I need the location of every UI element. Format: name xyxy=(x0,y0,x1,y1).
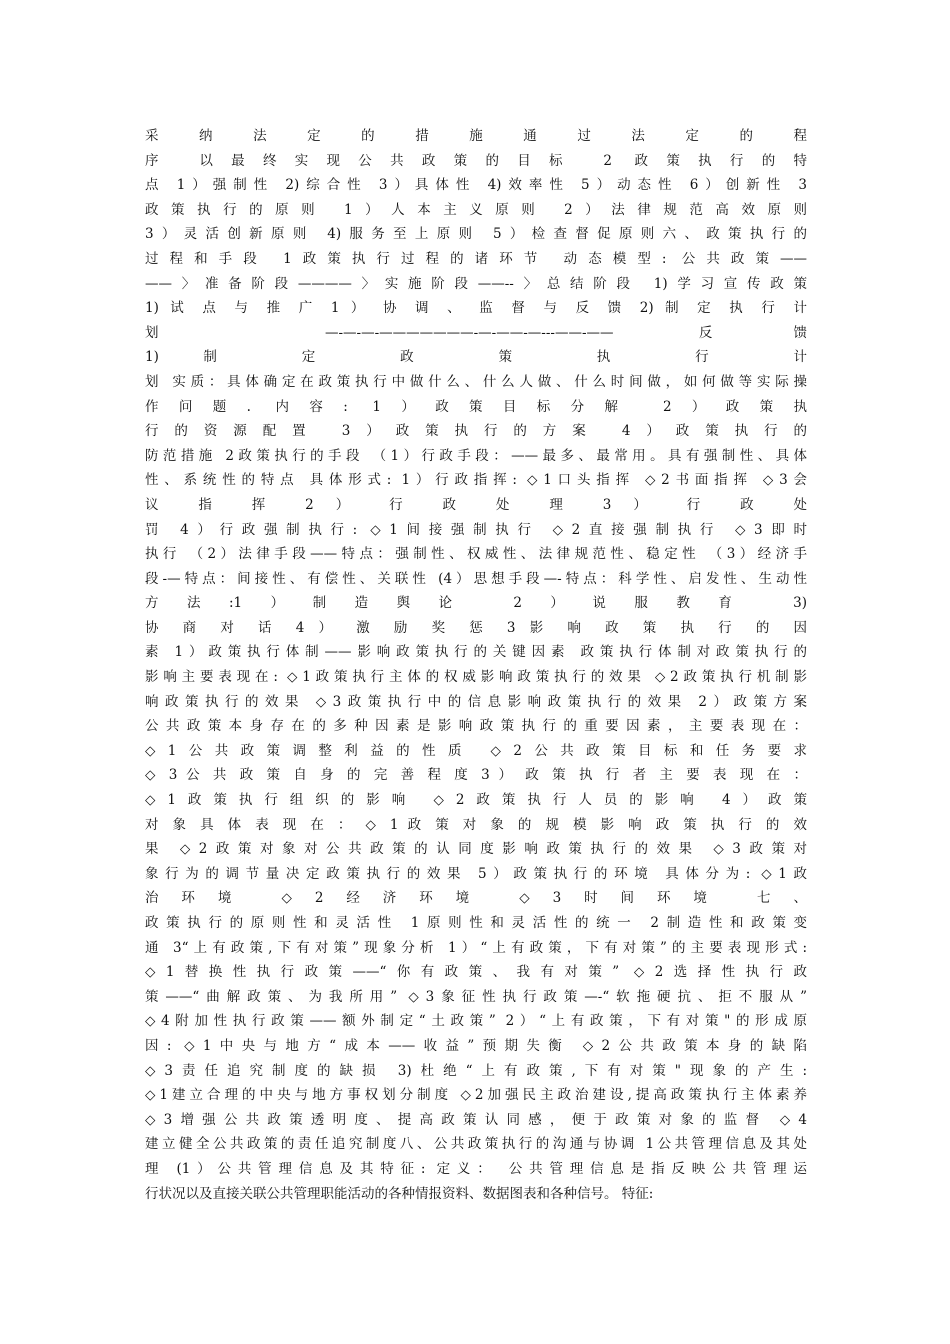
text-line: ◇1政策执行组织的影响 ◇2政策执行人员的影响 4）政策 xyxy=(145,792,807,809)
text-line: ◇1公共政策调整利益的性质 ◇2公共政策目标和任务要求 xyxy=(145,742,807,759)
text-line: 影响主要表现在: ◇1政策执行主体的权威影响政策执行的效果 ◇2政策执行机制影 xyxy=(145,669,807,686)
text-line: 通 3“上有政策,下有对策”现象分析 1）“上有政策，下有对策”的主要表现形式: xyxy=(145,939,807,956)
document-body-text xyxy=(145,124,807,1206)
text-line: 治环境 ◇2经济环境 ◇3时间环境 七、 xyxy=(145,890,807,907)
text-line: 执行 （2）法律手段——特点：强制性、权威性、法律规范性、稳定性 （3）经济手 xyxy=(145,546,807,563)
text-line: 协 商 对 话 4 ） 激 励 奖 惩 3 影 响 政 策 执 行 的 因 xyxy=(145,619,807,636)
text-line: 素 1）政策执行体制——影响政策执行的关键因素 政策执行体制对政策执行的 xyxy=(145,644,807,661)
text-line: ◇3增强公共政策透明度、提高政策认同感，便于政策对象的监督 ◇4 xyxy=(145,1111,807,1128)
text-line: 罚 4）行政强制执行: ◇1间接强制执行 ◇2直接强制执行 ◇3即时 xyxy=(145,521,807,538)
text-line: 序 以最终实现公共政策的目标 2 政策执行的特 xyxy=(145,152,807,169)
text-line: 性、系统性的特点 具体形式: 1）行政指挥: ◇1口头指挥 ◇2书面指挥 ◇3会 xyxy=(145,472,807,489)
text-line: 3）灵活创新原则 4)服务至上原则 5）检查督促原则六、政策执行的 xyxy=(145,226,807,243)
text-line: 象行为的调节量决定政策执行的效果 5）政策执行的环境 具体分为: ◇1政 xyxy=(145,865,807,882)
text-line: 行的资源配置 3）政策执行的方案 4）政策执行的 xyxy=(145,423,807,440)
text-line: 1) 制 定 政 策 执 行 计 xyxy=(145,349,807,366)
text-line: 政策执行的原则性和灵活性 1原则性和灵活性的统一 2制造性和政策变 xyxy=(145,915,807,931)
text-line: 方法:1）制造舆论 2）说服教育 3) xyxy=(145,595,807,612)
text-line: ◇3责任追究制度的缺损 3)杜绝“上有政策,下有对策"现象的产生: xyxy=(145,1062,807,1079)
text-line: 作问题. 内容: 1）政策目标分解 2）政策执 xyxy=(145,398,807,415)
text-line: ◇ 3 公 共 政 策 自 身 的 完 善 程 度 3 ） 政 策 执 行 者 主 要 表 现 在 ： xyxy=(145,767,807,784)
text-line: 过程和手段 1政策执行过程的诸环节 动态模型: 公共政策—— xyxy=(145,250,807,267)
text-line: ——〉准备阶段————〉实施阶段——--〉总结阶段 1)学习宣传政策 xyxy=(145,275,807,292)
text-line: 果 ◇2政策对象对公共政策的认同度影响政策执行的效果 ◇3政策对 xyxy=(145,841,807,858)
text-line: 1) 试 点 与 推 广 1 ） 协 调 、 监 督 与 反 馈 2) 制 定 执 行 计 xyxy=(145,300,807,317)
text-line: ◇4附加性执行政策——额外制定“土政策” 2）“上有政策，下有对策"的形成原 xyxy=(145,1013,807,1030)
text-line: 策——“曲解政策、为我所用” ◇3象征性执行政策—-“软拖硬抗、拒不服从” xyxy=(145,988,807,1005)
text-line: 议 指 挥 2 ） 行 政 处 理 3 ） 行 政 处 xyxy=(145,496,807,513)
text-line: 政策执行的原则 1）人本主义原则 2）法律规范高效原则 xyxy=(145,201,807,218)
text-line: 对 象 具 体 表 现 在 ： ◇ 1 政 策 对 象 的 规 模 影 响 政 策 执 行 的 效 xyxy=(145,816,807,833)
text-line: 建立健全公共政策的责任追究制度八、公共政策执行的沟通与协调 1公共管理信息及其处 xyxy=(145,1136,807,1153)
text-line: 划 实质：具体确定在政策执行中做什么、什么人做、什么时间做，如何做等实际操 xyxy=(145,373,807,390)
text-line: 采 纳 法 定 的 措 施 通 过 法 定 的 程 xyxy=(145,128,807,144)
text-line: 因: ◇1中央与地方“成本——收益”预期失衡 ◇2公共政策本身的缺陷 xyxy=(145,1037,807,1054)
text-line: 防范措施 2政策执行的手段 （1）行政手段：——最多、最常用。具有强制性、具体 xyxy=(145,447,807,464)
text-line: 段-—特点：间接性、有偿性、关联性 (4）思想手段—-特点：科学性、启发性、生动性 xyxy=(145,570,807,587)
text-line: 点 1）强制性 2)综合性 3）具体性 4)效率性 5）动态性 6）创新性 3 xyxy=(145,177,807,194)
text-line: ◇1替换性执行政策——“你有政策、我有对策” ◇2选择性执行政 xyxy=(145,964,807,981)
text-line: ◇1建立合理的中央与地方事权划分制度 ◇2加强民主政治建设,提高政策执行主体素养 xyxy=(145,1087,807,1104)
text-line: 公 共 政 策 本 身 存 在 的 多 种 因 素 是 影 响 政 策 执 行 的 重 要 因 素 ， 主 要 表 现 在 ： xyxy=(145,718,807,735)
text-line: 响政策执行的效果 ◇3政策执行中的信息影响政策执行的效果 2）政策方案 xyxy=(145,693,807,710)
text-line: 行状况以及直接关联公共管理职能活动的各种情报资料、数据图表和各种信号。 特征: xyxy=(145,1185,654,1202)
text-line: 理 (1）公共管理信息及其特征: 定义： 公共管理信息是指反映公共管理运 xyxy=(145,1160,807,1177)
text-line: 划 —-—-—-———————-—-——-—---——-—— 反馈 xyxy=(145,324,807,341)
